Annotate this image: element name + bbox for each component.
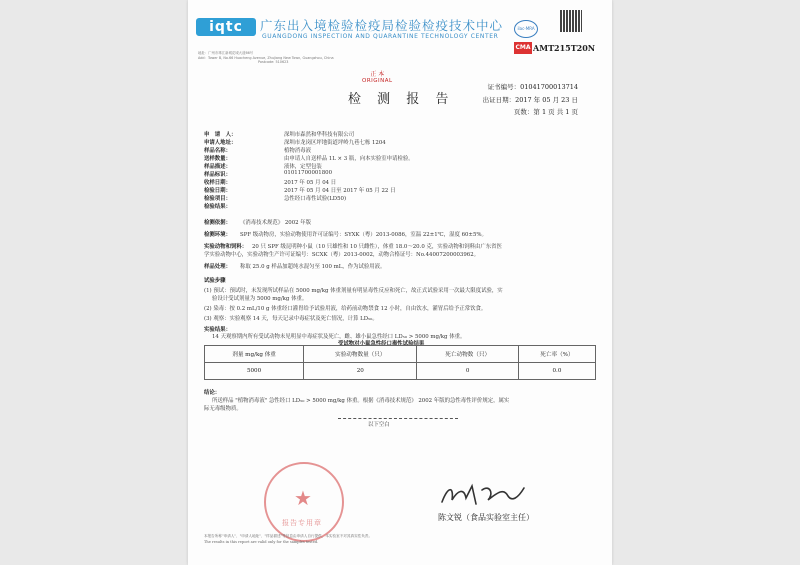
- address-line: Add：Tower B, No.66 Huacheng Avenue, Zhujiang New Town, Guangzhou, China: [198, 56, 334, 60]
- table-cell: 0: [417, 363, 518, 380]
- table-cell: 20: [304, 363, 417, 380]
- page-count: 页数：第 1 页 共 1 页: [513, 108, 578, 116]
- field-value: 01011700001800: [284, 170, 333, 176]
- table-cell: 5000: [205, 363, 304, 380]
- iqtc-logo: iqtc: [196, 18, 256, 36]
- result-label: 实验结果：: [204, 327, 231, 333]
- step-text: (2) 染毒：按 0.2 mL/10 g 体重经口灌胃给予试验用液，给药前动物禁食 12 小时，自由饮水，灌胃后给予正常饮食。: [204, 306, 487, 312]
- conclusion-label: 结论：: [204, 390, 221, 396]
- env-text: SPF 级动物房，实验动物使用许可证编号：SYXK（粤）2013-0086，室温 22±1℃，湿度 60±5%。: [240, 232, 487, 238]
- steps-label: 试验步骤: [204, 278, 226, 284]
- field-value: 深圳市龙岗区坪地街道坪岭九巷七栋 1204: [284, 140, 386, 146]
- table-header: 死亡率（%）: [518, 346, 595, 363]
- basis-text: 《消毒技术规范》 2002 年版: [240, 220, 312, 226]
- original-stamp: [362, 72, 393, 84]
- env-label: 检测环境：: [204, 232, 231, 238]
- field-label: 检验结果：: [204, 204, 231, 210]
- center-title-cn: 广东出入境检验检疫局检验检疫技术中心: [260, 18, 504, 33]
- field-label: 收样日期：: [204, 180, 231, 186]
- animals-label: 实验动物和饲料：: [204, 244, 248, 250]
- field-label: 样品描述：: [204, 164, 231, 170]
- qr-code-icon: [560, 10, 582, 32]
- address-line: 地址：广州市珠江新城花城大道66号: [198, 51, 254, 55]
- end-divider: [338, 418, 458, 419]
- field-value: 深圳市森然和华科技有限公司: [284, 132, 355, 138]
- postcode: Postcode: 510623: [258, 60, 289, 64]
- field-value: 植物消毒液: [284, 148, 311, 154]
- field-label: 样品标识：: [204, 172, 231, 178]
- field-value: 液体，定型包装: [284, 164, 322, 170]
- field-label: 检验项目：: [204, 196, 231, 202]
- field-value: 急性经口毒性试验(LD50): [284, 196, 347, 202]
- field-value: 2017 年 05 月 04 日: [284, 180, 337, 186]
- center-title-en: GUANGDONG INSPECTION AND QUARANTINE TECHNOLOGY CENTER: [262, 33, 499, 40]
- step-text: 验设计受试剂量为 5000 mg/kg 体重。: [212, 296, 308, 302]
- ilac-mark-icon: ilac-MRA: [514, 20, 538, 38]
- animals-text: 20 只 SPF 级昆明种小鼠（10 只雄性和 10 只雌性），体重 18.0～20.0 克，实验动物和饲料由广东省医: [252, 244, 502, 250]
- basis-label: 检测依据：: [204, 220, 231, 226]
- certificate-number: 证书编号：01041700013714: [487, 83, 578, 91]
- sample-prep-label: 样品处理：: [204, 264, 231, 270]
- end-note: 以下空白: [368, 422, 390, 428]
- table-header: 死亡动物数（只）: [417, 346, 518, 363]
- result-text: 14 天观察期内所有受试动物未见明显中毒症状及死亡，雌、雄小鼠急性经口 LD₅₀ > 5000 mg/kg 体重。: [212, 334, 466, 340]
- animals-text: 学实验动物中心，实验动物生产许可证编号：SCXK（粤）2013-0002，动物合格证号：No.44007200003962。: [204, 252, 480, 258]
- table-cell: 0.0: [518, 363, 595, 380]
- conclusion-text: 所送样品 "植物消毒液" 急性经口 LD₅₀ > 5000 mg/kg 体重。根据《消毒技术规范》 2002 年版的急性毒性评价规定，属实: [212, 398, 510, 404]
- report-sheet: [188, 0, 612, 565]
- table-row: [205, 363, 596, 380]
- original-stamp-cn: 正 本: [370, 71, 385, 78]
- field-label: 送样数量：: [204, 156, 231, 162]
- seal-star-icon: ★: [294, 486, 312, 510]
- report-title: 检 测 报 告: [348, 92, 455, 107]
- handwritten-signature: [438, 480, 528, 510]
- footer-note-en: The results in this report are valid only for the samples tested.: [204, 540, 319, 544]
- sample-prep-text: 称取 25.0 g 样品加超纯水混匀至 100 mL，作为试验用液。: [240, 264, 386, 270]
- cma-mark-icon: CMA: [514, 42, 532, 54]
- step-text: (3) 观察：实验观察 14 天，每天记录中毒症状及死亡情况，计算 LD₅₀。: [204, 316, 378, 322]
- result-table: [204, 345, 596, 380]
- field-value: 2017 年 05 月 04 日至 2017 年 05 月 22 日: [284, 188, 396, 194]
- field-value: 由申请人自送样品 1L × 3 瓶，向本实验室申请检验。: [284, 156, 414, 162]
- footer-note: 本报告所称"申请人"、"申请人地址"、"样品描述"等信息由申请人自行提供，本实验室不对其真实性负责。: [204, 534, 373, 538]
- table-header-row: [205, 346, 596, 363]
- step-text: (1) 预试：预试时，未发现所试样品在 5000 mg/kg 体重剂量有明显毒性反应和死亡，故正式试验采用一次最大限度试验，实: [204, 288, 503, 294]
- issue-date: 出证日期：2017 年 05 月 23 日: [482, 96, 578, 104]
- cma-code: AMT215T20N: [533, 43, 596, 53]
- table-header: 剂量 mg/kg 体重: [205, 346, 304, 363]
- conclusion-text: 际无毒级物质。: [204, 406, 242, 412]
- official-seal: [264, 462, 344, 542]
- field-label: 申请人地址：: [204, 140, 237, 146]
- original-stamp-en: ORIGINAL: [362, 78, 393, 84]
- seal-text: 报告专用章: [282, 519, 322, 527]
- field-label: 申 请 人：: [204, 132, 237, 138]
- field-label: 检验日期：: [204, 188, 231, 194]
- field-label: 样品名称：: [204, 148, 231, 154]
- table-title: 受试物对小鼠急性经口毒性试验结果: [338, 341, 425, 347]
- table-header: 实验动物数量（只）: [304, 346, 417, 363]
- signer-name: 陈文锐（食品实验室主任）: [438, 513, 534, 522]
